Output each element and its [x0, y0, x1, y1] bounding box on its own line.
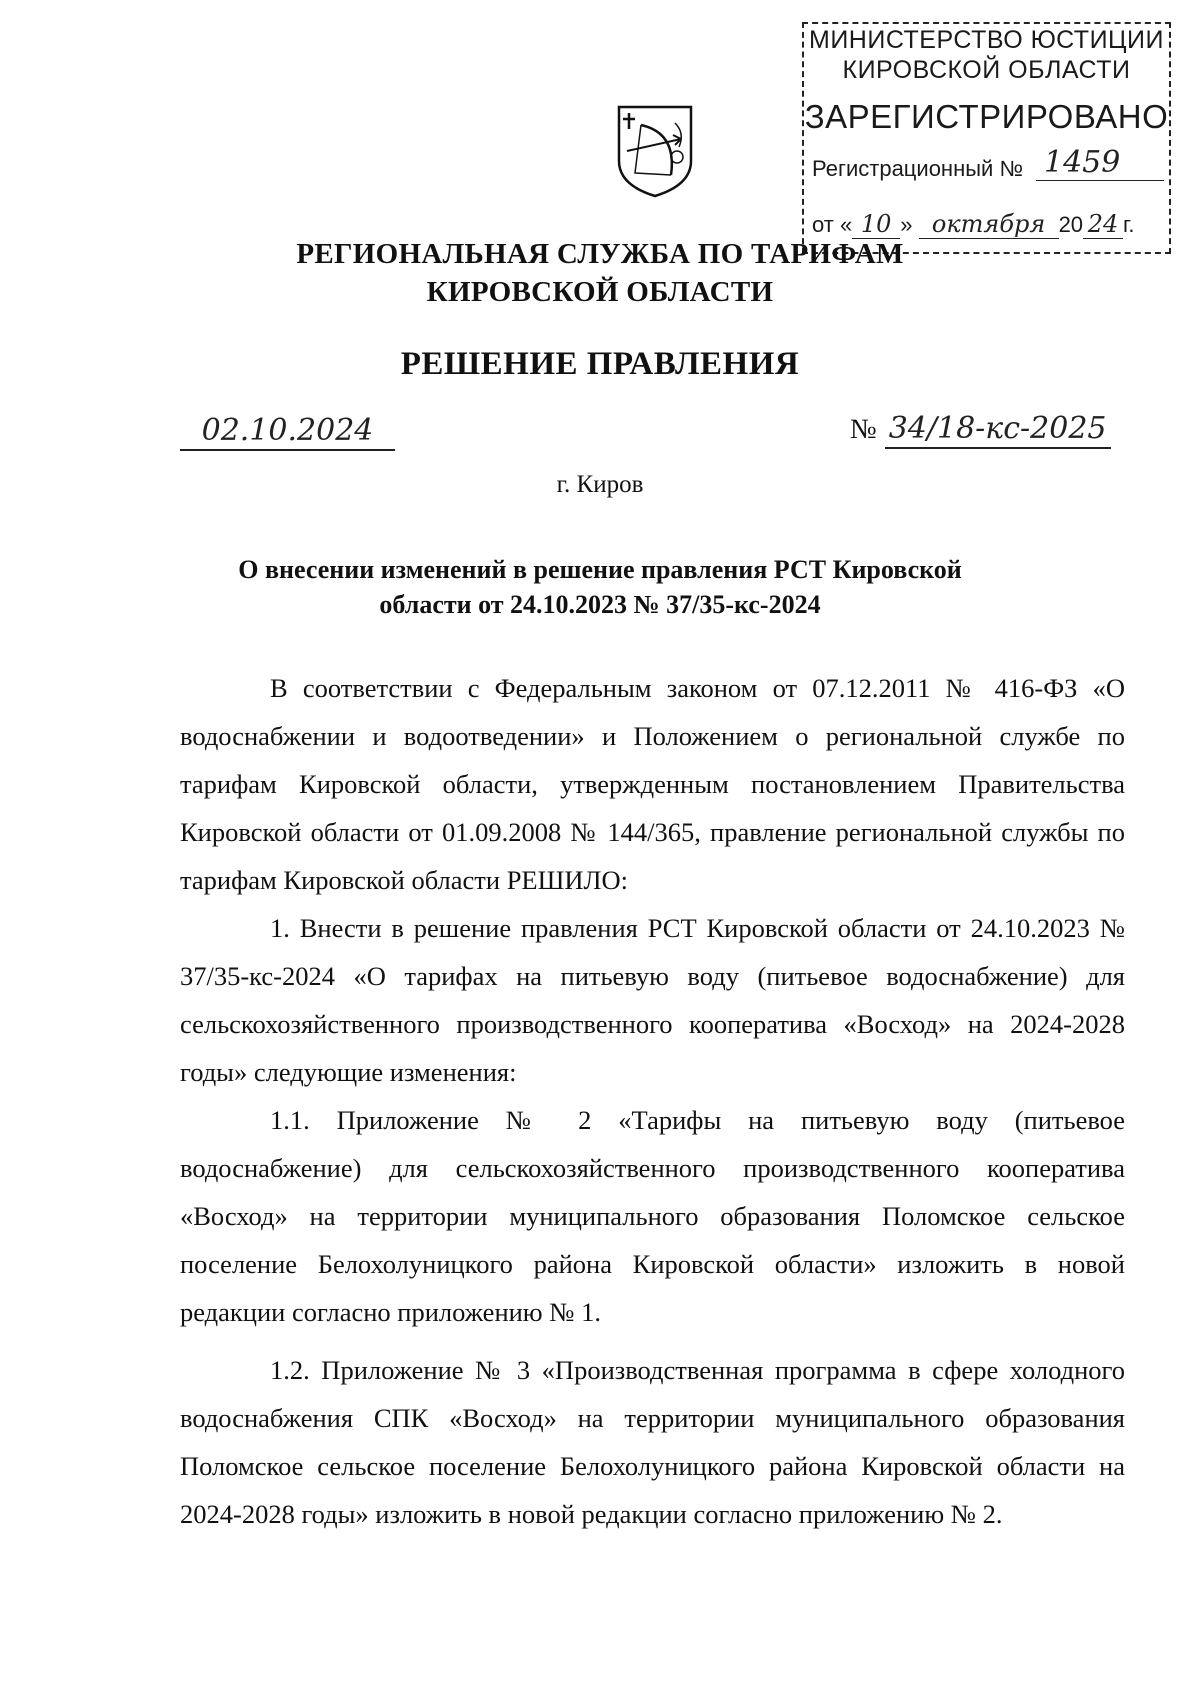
title-line2: области от 24.10.2023 № 37/35-кс-2024	[379, 590, 821, 619]
paragraph-item-1-1: 1.1. Приложение № 2 «Тарифы на питьевую воду (питьевое водоснабжение) для сельскохозяйственного производственного кооператива «Восход» на территории муниципального образования Поломское сельское поселение Белохолуницкого района Кировской области» изложить в новой редакции согласно приложению № 1.	[180, 1105, 1125, 1327]
paragraph-item-1: 1. Внести в решение правления РСТ Кировской области от 24.10.2023 № 37/35-кс-2024 «О тарифах на питьевую воду (питьевое водоснабжение) для сельскохозяйственного производственного кооператива «Восход» на 2024-2028 годы» следующие изменения:	[180, 913, 1125, 1087]
org-name-line1: РЕГИОНАЛЬНАЯ СЛУЖБА ПО ТАРИФАМ	[296, 238, 904, 270]
city: г. Киров	[556, 471, 644, 498]
org-name-line2: КИРОВСКОЙ ОБЛАСТИ	[426, 276, 774, 308]
stamp-registered: ЗАРЕГИСТРИРОВАНО	[804, 98, 1169, 135]
number-label: №	[850, 414, 877, 445]
decision-number: 34/18-кс-2025	[885, 411, 1111, 449]
stamp-date-month: октября	[919, 210, 1059, 239]
stamp-date-day: 10	[852, 210, 900, 239]
title-line1: О внесении изменений в решение правления РСТ Кировской	[238, 555, 962, 584]
registration-stamp	[802, 22, 1171, 254]
document-type: РЕШЕНИЕ ПРАВЛЕНИЯ	[400, 346, 800, 382]
stamp-region: КИРОВСКОЙ ОБЛАСТИ	[842, 56, 1131, 84]
stamp-date-year: 24	[1083, 210, 1123, 239]
stamp-date-mid: »	[900, 212, 913, 237]
kirov-coat-of-arms-icon	[615, 103, 695, 199]
stamp-date-prefix: от «	[812, 212, 853, 237]
paragraph-preamble: В соответствии с Федеральным законом от 07.12.2011 № 416-ФЗ «О водоснабжении и водоотведении» и Положением о региональной службе по тарифам Кировской области, утвержденным постановлением Правительства Кировской области от 01.09.2008 № 144/365, правление региональной службы по тарифам Кировской области РЕШИЛО:	[180, 673, 1125, 895]
document-body	[180, 664, 1125, 1538]
stamp-ministry: МИНИСТЕРСТВО ЮСТИЦИИ	[809, 26, 1164, 54]
decision-number-row	[850, 411, 1111, 449]
stamp-date-year-prefix: 20	[1058, 212, 1084, 237]
stamp-reg-number: 1459	[1036, 146, 1164, 181]
paragraph-item-1-2: 1.2. Приложение № 3 «Производственная программа в сфере холодного водоснабжения СПК «Восход» на территории муниципального образования Поломское сельское поселение Белохолуницкого района Кировской области на 2024-2028 годы» изложить в новой редакции согласно приложению № 2.	[180, 1355, 1125, 1529]
stamp-date-row	[812, 210, 1135, 239]
decision-date: 02.10.2024	[180, 413, 395, 451]
stamp-reg-label: Регистрационный №	[812, 156, 1024, 181]
stamp-date-suffix: г.	[1123, 212, 1135, 237]
